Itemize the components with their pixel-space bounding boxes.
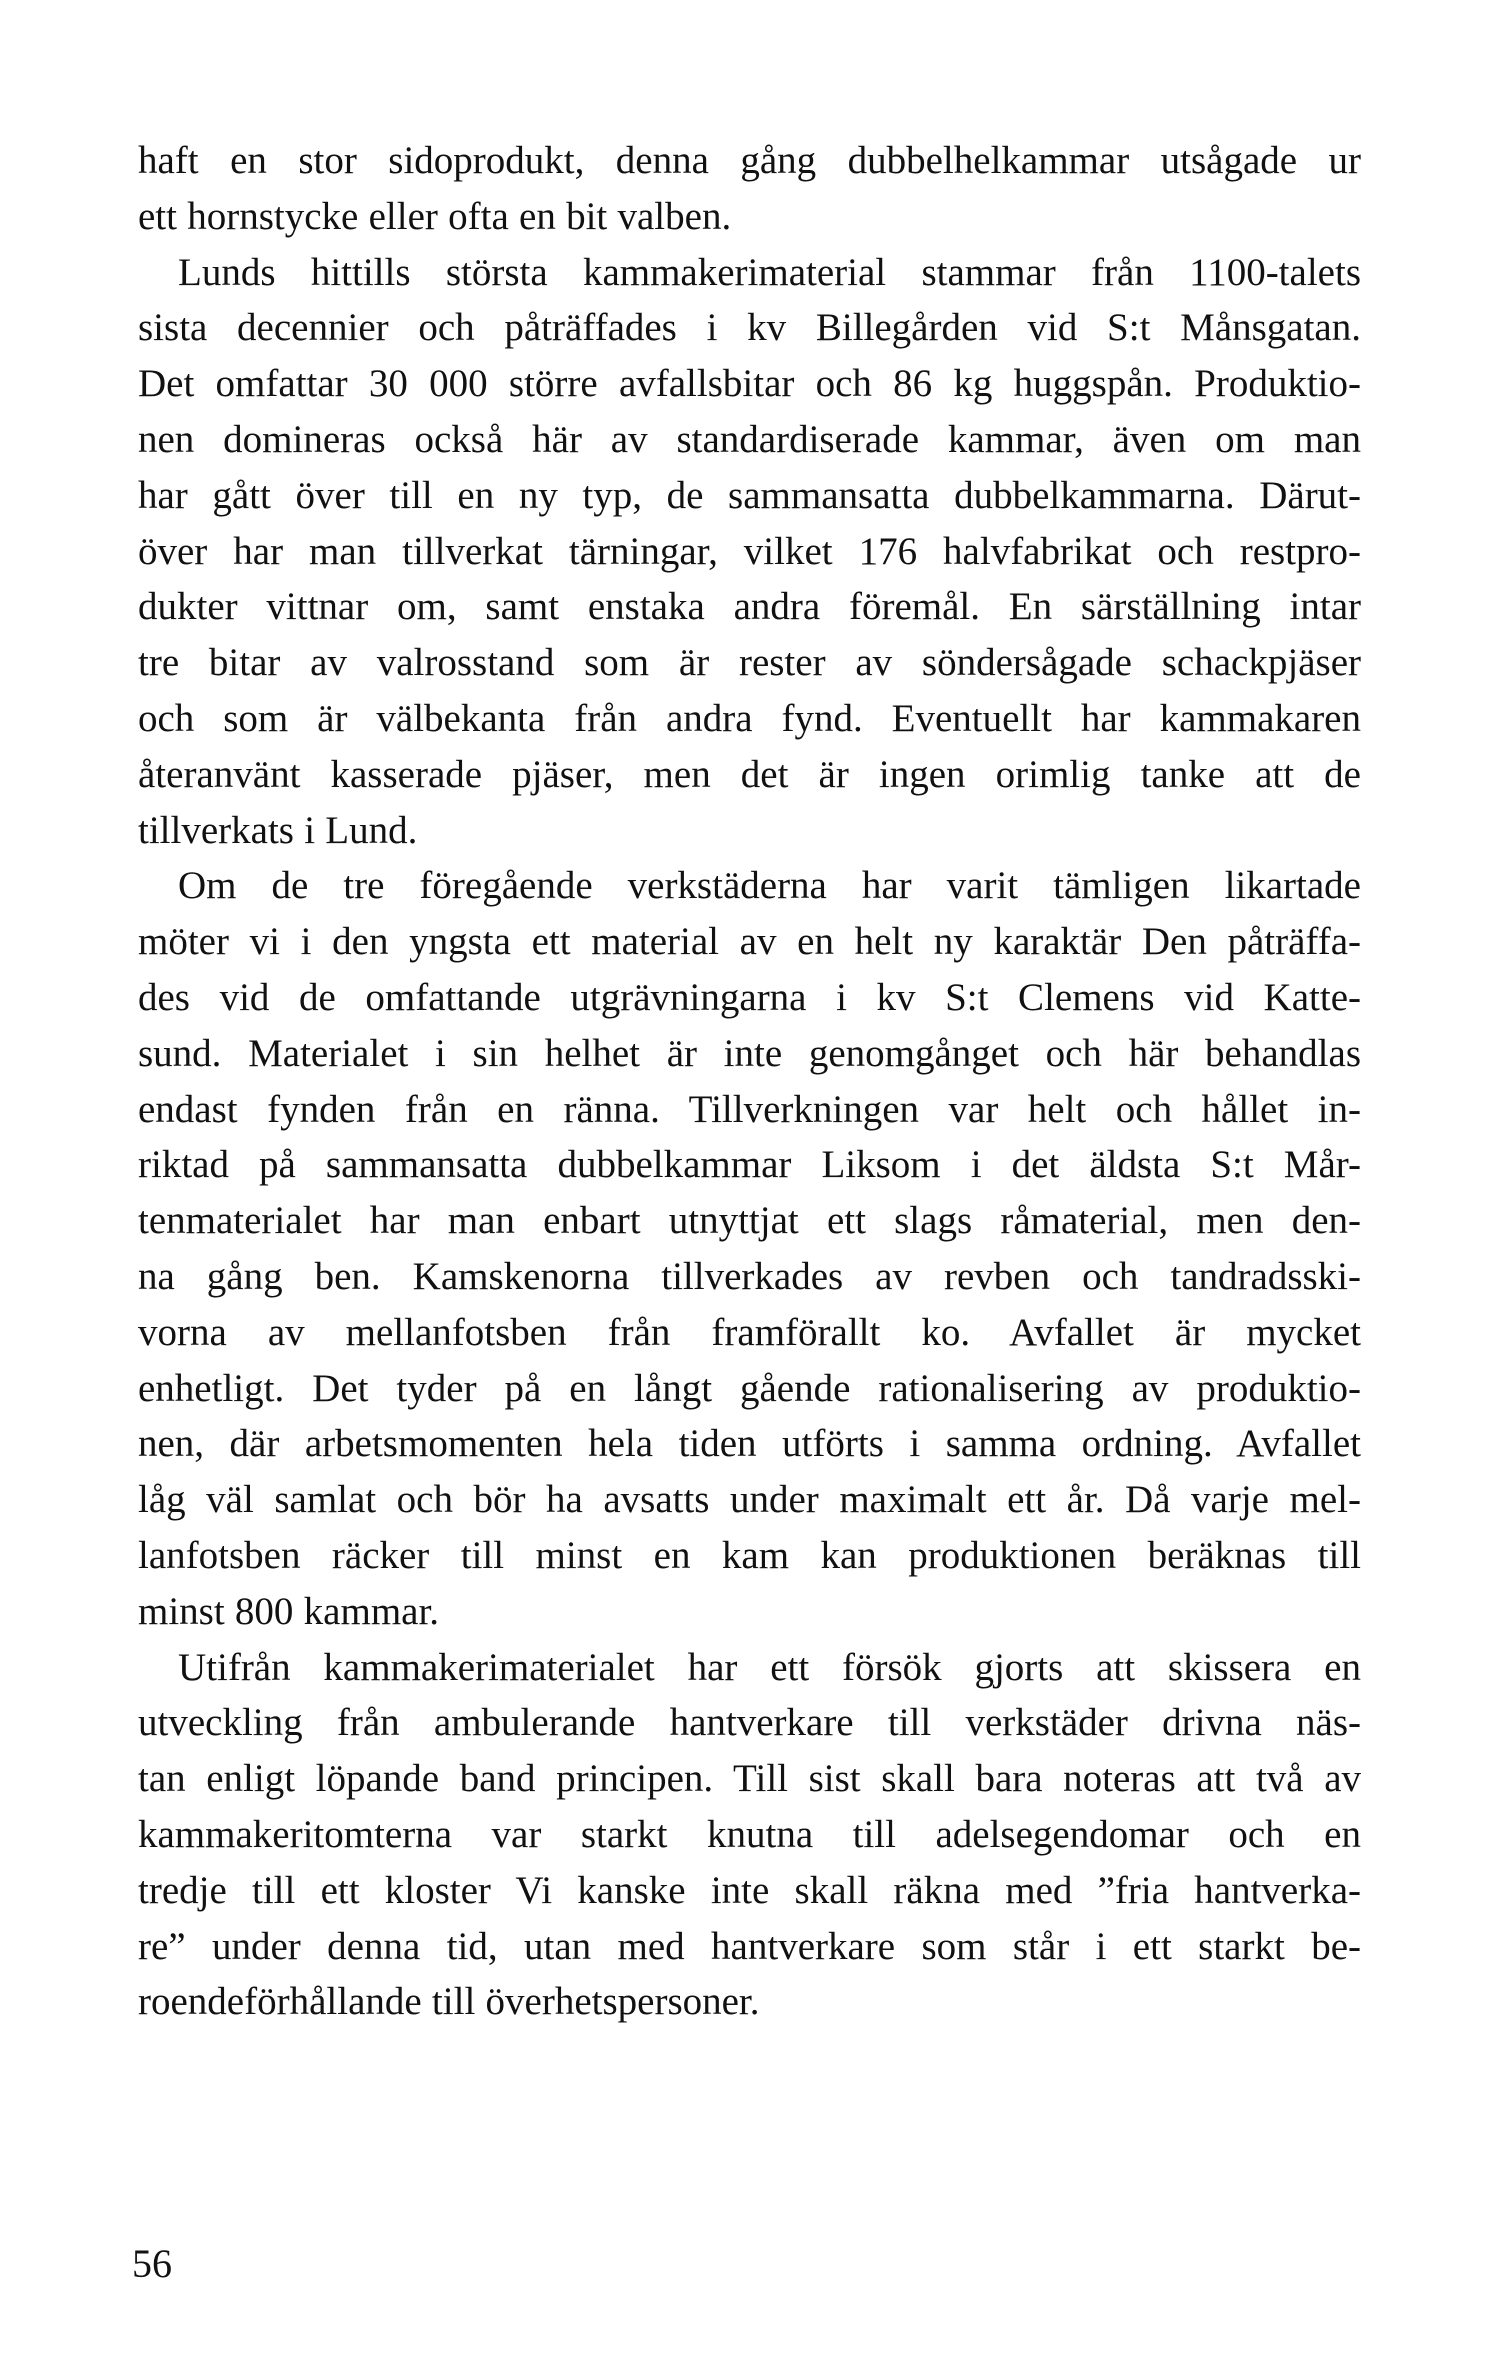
paragraph (138, 245, 1361, 859)
text-line: riktad på sammansatta dubbelkammar Liksom i det äldsta S:t Mår- (138, 1143, 1361, 1187)
text-line: des vid de omfattande utgrävningarna i kv S:t Clemens vid Katte- (138, 975, 1361, 1019)
text-line: Det omfattar 30 000 större avfallsbitar och 86 kg huggspån. Produktio- (138, 362, 1361, 406)
paragraph (138, 1640, 1361, 2031)
text-line: endast fynden från en ränna. Tillverkningen var helt och hållet in- (138, 1087, 1361, 1131)
text-line: Utifrån kammakerimaterialet har ett försök gjorts att skissera en (178, 1645, 1361, 1689)
text-line: roendeförhållande till överhetspersoner. (138, 1980, 760, 2024)
text-line: minst 800 kammar. (138, 1589, 440, 1633)
text-line: ett hornstycke eller ofta en bit valben. (138, 194, 732, 238)
text-line: dukter vittnar om, samt enstaka andra föremål. En särställning intar (138, 585, 1361, 629)
text-line: låg väl samlat och bör ha avsatts under maximalt ett år. Då varje mel- (138, 1478, 1361, 1522)
page-number: 56 (132, 2241, 172, 2286)
text-line: tenmaterialet har man enbart utnyttjat ett slags råmaterial, men den- (138, 1199, 1361, 1243)
paragraph (138, 133, 1361, 245)
text-line: Lunds hittills största kammakerimaterial stammar från 1100-talets (178, 250, 1361, 294)
text-line: tredje till ett kloster Vi kanske inte skall räkna med ”fria hantverka- (138, 1868, 1361, 1912)
text-line: enhetligt. Det tyder på en långt gående rationalisering av produktio- (138, 1366, 1361, 1410)
text-line: har gått över till en ny typ, de sammansatta dubbelkammarna. Därut- (138, 473, 1361, 517)
text-line: tre bitar av valrosstand som är rester av söndersågade schackpjäser (138, 641, 1361, 685)
text-line: över har man tillverkat tärningar, vilket 176 halvfabrikat och restpro- (138, 529, 1361, 573)
text-line: sista decennier och påträffades i kv Billegården vid S:t Månsgatan. (138, 306, 1361, 350)
text-line: tillverkats i Lund. (138, 808, 418, 852)
text-line: lanfotsben räcker till minst en kam kan produktionen beräknas till (138, 1533, 1361, 1577)
text-line: sund. Materialet i sin helhet är inte genomgånget och här behandlas (138, 1031, 1361, 1075)
text-line: återanvänt kasserade pjäser, men det är ingen orimlig tanke att de (138, 752, 1361, 796)
text-line: vorna av mellanfotsben från framförallt ko. Avfallet är mycket (138, 1310, 1361, 1354)
text-line: na gång ben. Kamskenorna tillverkades av revben och tandradsski- (138, 1254, 1361, 1298)
text-line: kammakeritomterna var starkt knutna till adelsegendomar och en (138, 1812, 1361, 1856)
paragraph (138, 858, 1361, 1639)
text-line: och som är välbekanta från andra fynd. Eventuellt har kammakaren (138, 696, 1361, 740)
text-line: nen, där arbetsmomenten hela tiden utförts i samma ordning. Avfallet (138, 1422, 1361, 1466)
text-line: utveckling från ambulerande hantverkare till verkstäder drivna näs- (138, 1701, 1361, 1745)
text-line: möter vi i den yngsta ett material av en helt ny karaktär Den påträffa- (138, 920, 1361, 964)
body-text (138, 133, 1361, 2030)
text-line: nen domineras också här av standardiserade kammar, även om man (138, 417, 1361, 461)
text-line: haft en stor sidoprodukt, denna gång dubbelhelkammar utsågade ur (138, 139, 1361, 182)
text-line: re” under denna tid, utan med hantverkare som står i ett starkt be- (138, 1924, 1361, 1968)
text-line: tan enligt löpande band principen. Till sist skall bara noteras att två av (138, 1757, 1361, 1801)
text-line: Om de tre föregående verkstäderna har varit tämligen likartade (178, 864, 1361, 908)
